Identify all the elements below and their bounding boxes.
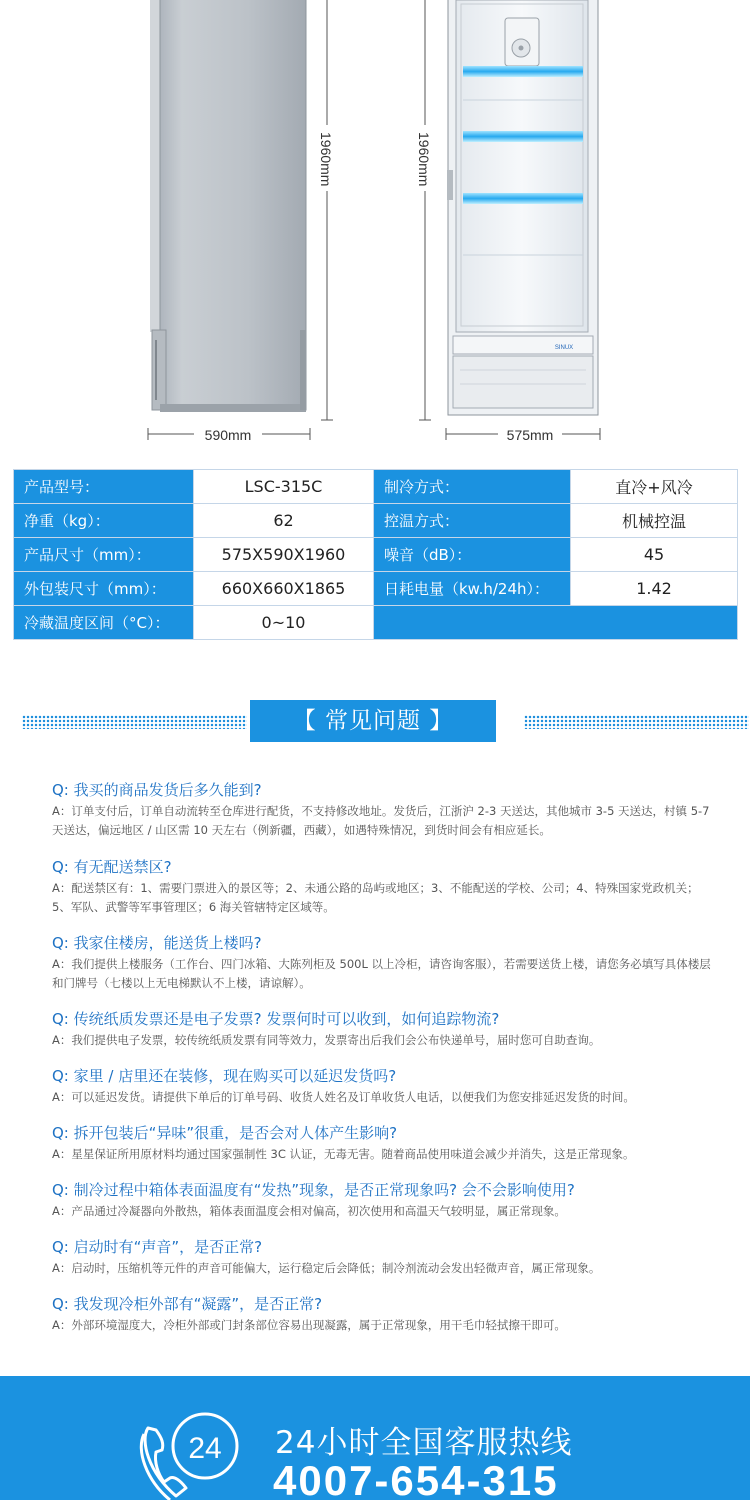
fridge-side-view [150, 0, 306, 412]
faq-answer: A：我们提供电子发票，较传统纸质发票有同等效力，发票寄出后我们会公布快递单号，届时您可自助查询。 [52, 1033, 601, 1047]
spec-value: 直冷+风冷 [571, 470, 738, 504]
spec-row [14, 572, 738, 606]
faq-answer: A：启动时，压缩机等元件的声音可能偏大，运行稳定后会降低；制冷剂流动会发出轻微声音，属正常现象。 [52, 1261, 601, 1275]
spec-label: 外包装尺寸（mm）： [14, 572, 194, 606]
faq-answer: A：产品通过冷凝器向外散热，箱体表面温度会相对偏高，初次使用和高温天气较明显，属正常现象。 [52, 1204, 566, 1218]
spec-value: LSC-315C [194, 470, 374, 504]
faq-item [52, 1237, 712, 1278]
faq-answer: A：我们提供上楼服务（工作台、四门冰箱、大陈列柜及 500L 以上冷柜，请咨询客服），若需要送货上楼，请您务必填写具体楼层和门牌号（七楼以上无电梯默认不上楼，请谅解）。 [52, 957, 711, 990]
spec-value: 0~10 [194, 606, 374, 640]
faq-answer: A：订单支付后，订单自动流转至仓库进行配货，不支持修改地址。发货后，江浙沪 2-3 天送达，其他城市 3-5 天送达，村镇 5-7 天送达，偏远地区 / 山区需 10 天左右（例新疆，西藏），如遇特殊情况，到货时间会有相应延长。 [52, 804, 710, 837]
faq-item [52, 1123, 712, 1164]
dotted-divider-right [524, 715, 749, 729]
brand-mark: SINUX [554, 345, 574, 351]
faq-question: Q: 拆开包装后“异味”很重，是否会对人体产生影响? [52, 1124, 398, 1142]
spec-value: 机械控温 [571, 504, 738, 538]
faq-question: Q: 传统纸质发票还是电子发票? 发票何时可以收到，如何追踪物流? [52, 1010, 500, 1028]
faq-answer: A：外部环境湿度大，冷柜外部或门封条部位容易出现凝露，属于正常现象，用干毛巾轻拭擦干即可。 [52, 1318, 566, 1332]
faq-item [52, 857, 712, 917]
height-marker-right [419, 0, 431, 420]
spec-label: 日耗电量（kw.h/24h）： [374, 572, 571, 606]
spec-row [14, 470, 738, 504]
dotted-divider-left [22, 715, 247, 729]
fridge-front-view [447, 0, 598, 415]
height-marker-left [321, 0, 333, 420]
spec-value: 660X660X1865 [194, 572, 374, 606]
faq-heading: 【 常见问题 】 [250, 700, 496, 742]
faq-question: Q: 我家住楼房，能送货上楼吗? [52, 934, 262, 952]
spec-value: 45 [571, 538, 738, 572]
width-label-right: 575mm [506, 427, 554, 443]
spec-row [14, 538, 738, 572]
faq-item [52, 780, 712, 840]
product-dimension-illustration [0, 0, 750, 460]
spec-table [13, 469, 738, 640]
spec-label: 净重（kg）： [14, 504, 194, 538]
height-label-left: 1960mm [318, 132, 334, 187]
faq-item [52, 1009, 712, 1050]
spec-label: 产品尺寸（mm）： [14, 538, 194, 572]
height-label-right: 1960mm [416, 132, 432, 187]
faq-answer: A：星星保证所用原材料均通过国家强制性 3C 认证，无毒无害。随着商品使用味道会减少并消失，这是正常现象。 [52, 1147, 635, 1161]
spec-empty-cell [374, 606, 738, 640]
faq-question: Q: 我发现冷柜外部有“凝露”，是否正常? [52, 1295, 323, 1313]
faq-question: Q: 制冷过程中箱体表面温度有“发热”现象，是否正常现象吗? 会不会影响使用? [52, 1181, 575, 1199]
faq-answer: A：配送禁区有：1、需要门票进入的景区等；2、未通公路的岛屿或地区；3、不能配送的学校、公司；4、特殊国家党政机关；5、军队、武警等军事管理区；6 海关管辖特定区域等。 [52, 881, 699, 914]
faq-question: Q: 启动时有“声音”，是否正常? [52, 1238, 263, 1256]
faq-item [52, 1066, 712, 1107]
spec-label: 制冷方式： [374, 470, 571, 504]
faq-item [52, 1180, 712, 1221]
spec-label: 控温方式： [374, 504, 571, 538]
faq-item [52, 1294, 712, 1335]
spec-value: 1.42 [571, 572, 738, 606]
faq-question: Q: 我买的商品发货后多久能到? [52, 781, 262, 799]
faq-question: Q: 家里 / 店里还在装修，现在购买可以延迟发货吗? [52, 1067, 397, 1085]
hotline-label: 24小时全国客服热线 [275, 1425, 573, 1461]
spec-value: 62 [194, 504, 374, 538]
phone-icon [130, 1400, 250, 1500]
spec-row [14, 606, 738, 640]
spec-label: 冷藏温度区间（°C）： [14, 606, 194, 640]
width-label-left: 590mm [204, 427, 252, 443]
faq-item [52, 933, 712, 993]
hotline-number: 4007-654-315 [273, 1457, 559, 1504]
spec-value: 575X590X1960 [194, 538, 374, 572]
spec-row [14, 504, 738, 538]
hotline-badge: 24 [188, 1432, 222, 1465]
faq-answer: A：可以延迟发货。请提供下单后的订单号码、收货人姓名及订单收货人电话，以便我们为您安排延迟发货的时间。 [52, 1090, 635, 1104]
faq-question: Q: 有无配送禁区? [52, 858, 172, 876]
spec-label: 产品型号： [14, 470, 194, 504]
spec-label: 噪音（dB）： [374, 538, 571, 572]
